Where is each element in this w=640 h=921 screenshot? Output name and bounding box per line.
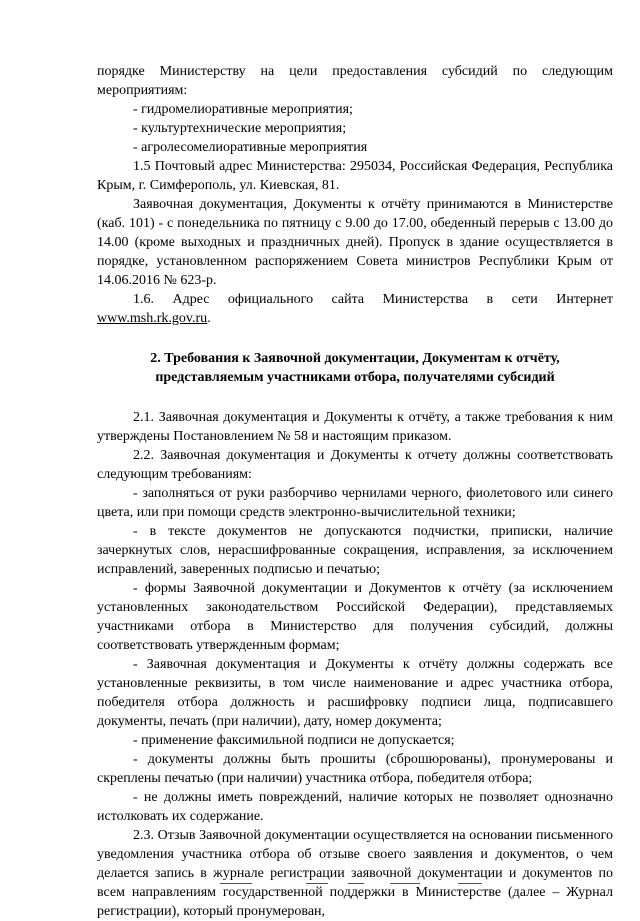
list-item: - агролесомелиоративные мероприятия — [133, 140, 368, 155]
document-body — [97, 62, 613, 921]
requirement-item: - не должны иметь повреждений, наличие которых не позволяет однозначно истолковать их содержание. — [97, 790, 613, 824]
website-label: 1.6. Адрес официального сайта Министерства в сети Интернет — [133, 292, 613, 307]
requirement-item: - документы должны быть прошиты (сброшюрованы), пронумерованы и скреплены печатью (при наличии) участника отбора, победителя отбора; — [97, 752, 613, 786]
spacer — [97, 387, 613, 408]
requirement-item: - заполняться от руки разборчиво чернилами черного, фиолетового или синего цвета, или при помощи средств электронно-вычислительной техники; — [97, 486, 613, 520]
list-item: - культуртехнические мероприятия; — [133, 121, 347, 136]
paragraph-submission-hours: Заявочная документация, Документы к отчёту принимаются в Министерстве (каб. 101) - с понедельника по пятницу с 9.00 до 17.00, обеденный перерыв с 13.00 до 14.00 (кроме выходных и праздничных дней). Пропуск в здание осуществляется в порядке, установленном распоряжением Совета министров Республики Крым от 14.06.2016 № 623-р. — [97, 197, 613, 288]
paragraph-1-5-postal-address: 1.5 Почтовый адрес Министерства: 295034, Российская Федерация, Республика Крым, г. Симферополь, ул. Киевская, 81. — [97, 159, 613, 193]
website-link[interactable]: www.msh.rk.gov.ru — [97, 311, 208, 326]
paragraph-2-3: 2.3. Отзыв Заявочной документации осуществляется на основании письменного уведомления участника отбора об отзыве своего заявления и документов, о чем делается запись в журнале регистрации заявочной документации и документов по всем направлениям государственной поддержки в Министерстве (далее – Журнал регистрации), который пронумерован, — [97, 828, 613, 919]
list-item: - гидромелиоративные мероприятия; — [133, 102, 353, 117]
paragraph-2-1: 2.1. Заявочная документация и Документы к отчёту, а также требования к ним утверждены Постановлением № 58 и настоящим приказом. — [97, 410, 613, 444]
section-2-heading: 2. Требования к Заявочной документации, Документам к отчёту, представляемым участниками отбора, получателями субсидий — [150, 351, 560, 385]
paragraph-intro: порядке Министерству на цели предоставления субсидий по следующим мероприятиям: — [97, 64, 613, 98]
spacer — [97, 328, 613, 349]
requirement-item: - в тексте документов не допускаются подчистки, приписки, наличие зачеркнутых слов, нерасшифрованные сокращения, исправления, за исключением исправлений, заверенных подписью и печатью; — [97, 524, 613, 577]
requirement-item: - Заявочная документация и Документы к отчёту должны содержать все установленные реквизиты, в том числе наименование и адрес участника отбора, победителя отбора должность и расшифровку подписи лица, подписавшего документы, печать (при наличии), дату, номер документа; — [97, 657, 613, 729]
website-period: . — [207, 311, 211, 326]
scan-artifact-marks — [220, 879, 510, 889]
requirement-item: - применение факсимильной подписи не допускается; — [133, 733, 455, 748]
paragraph-2-2: 2.2. Заявочная документация и Документы к отчету должны соответствовать следующим требованиям: — [97, 448, 613, 482]
requirement-item: - формы Заявочной документации и Документов к отчёту (за исключением установленных законодательством Российской Федерации), представляемых участниками отбора в Министерство для получения субсидий, должны соответствовать утвержденным формам; — [97, 581, 613, 653]
paragraph-1-6-website — [97, 290, 613, 328]
